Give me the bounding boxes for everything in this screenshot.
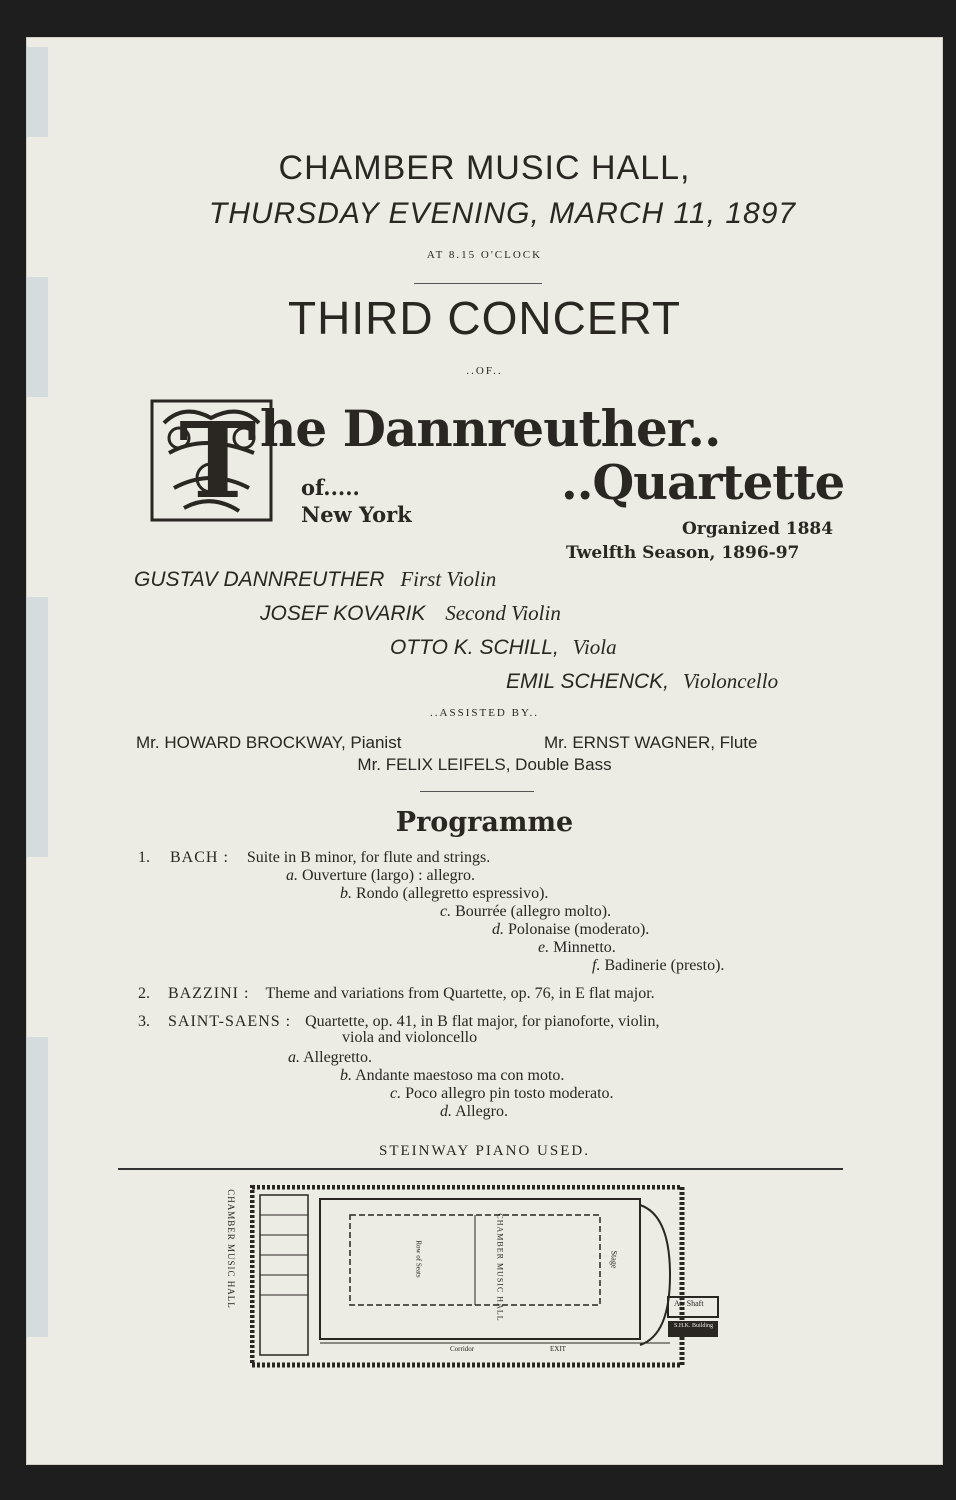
organized-line: Organized 1884 [682,519,834,539]
stage-label: Stage [609,1250,619,1269]
item-composer: BACH : [170,849,229,866]
movement: b. Rondo (allegretto espressivo). [340,885,549,902]
item-composer: BAZZINI : [168,985,250,1002]
member-name: GUSTAV DANNREUTHER [134,568,385,591]
assisted-by: ..ASSISTED BY.. [430,707,539,719]
date-line: THURSDAY EVENING, MARCH 11, 1897 [208,197,797,230]
member-3 [390,635,617,660]
item-work: Suite in B minor, for flute and strings. [246,849,491,866]
program-page [26,37,943,1465]
building-label: S.H.K. Building [674,1323,714,1329]
ornamental-initial [144,393,279,528]
movement: f. Badinerie (presto). [592,957,725,974]
season-line: Twelfth Season, 1896-97 [566,543,800,563]
movement: c. Bourrée (allegro molto). [440,903,612,920]
assistant-leifels: Mr. FELIX LEIFELS, Double Bass [357,755,612,774]
item-number: 3. [138,1013,150,1030]
member-name: OTTO K. SCHILL, [390,636,559,659]
item-work: Quartette, op. 41, in B flat major, for pianoforte, violin, [305,1013,660,1030]
paper-stain [26,1037,48,1337]
programme-heading: Programme [395,807,574,838]
quartet-name-line1: he Dannreuther.. [260,399,721,458]
member-role: First Violin [400,567,497,591]
floorplan-side-label: CHAMBER MUSIC HALL [226,1189,236,1309]
city-name: New York [301,502,412,527]
member-2 [260,601,561,626]
member-4 [506,669,778,694]
item-work: Theme and variations from Quartette, op. 76, in E flat major. [265,985,655,1002]
member-role: Second Violin [445,601,561,625]
of-line: ..OF.. [466,365,503,377]
concert-title: THIRD CONCERT [288,292,681,344]
member-1 [134,567,496,592]
movement: b. Andante maestoso ma con moto. [340,1067,565,1084]
divider [414,283,542,284]
floor-plan-icon [250,1185,722,1371]
hall-label: CHAMBER MUSIC HALL [495,1213,505,1322]
item-composer: SAINT-SAENS : [168,1013,292,1030]
assistant-brockway: Mr. HOWARD BROCKWAY, Pianist [136,733,402,752]
of-line-title: of..... [301,475,360,500]
divider [118,1168,843,1170]
programme-item-1 [138,849,490,867]
floorplan-diagram [250,1185,722,1371]
movement: c. Poco allegro pin tosto moderato. [390,1085,614,1102]
piano-note: STEINWAY PIANO USED. [379,1143,590,1159]
assistant-wagner: Mr. ERNST WAGNER, Flute [544,733,758,752]
movement: d. Allegro. [440,1103,508,1120]
exit-label: EXIT [550,1345,566,1353]
venue-title: CHAMBER MUSIC HALL, [278,149,691,187]
movement: a. Ouverture (largo) : allegro. [286,867,475,884]
member-role: Viola [572,635,617,659]
quartette-word: ..Quartette [561,455,845,511]
item-number: 2. [138,985,150,1002]
paper-stain [26,47,48,137]
time-line: AT 8.15 O'CLOCK [426,249,543,261]
member-name: EMIL SCHENCK, [506,670,669,693]
member-role: Violoncello [682,669,779,693]
programme-item-2 [138,985,655,1003]
item-number: 1. [138,849,150,866]
divider [420,791,534,792]
aisle-label: Row of Seats [414,1240,423,1278]
item-work-continued: viola and violoncello [342,1029,478,1046]
member-name: JOSEF KOVARIK [260,602,426,625]
corridor-label: Corridor [450,1345,475,1353]
movement: d. Polonaise (moderato). [492,921,650,938]
movement: a. Allegretto. [288,1049,372,1066]
air-shaft-label: Air Shaft [674,1299,704,1308]
movement: e. Minnetto. [538,939,616,956]
initial-letter: T [179,399,257,522]
